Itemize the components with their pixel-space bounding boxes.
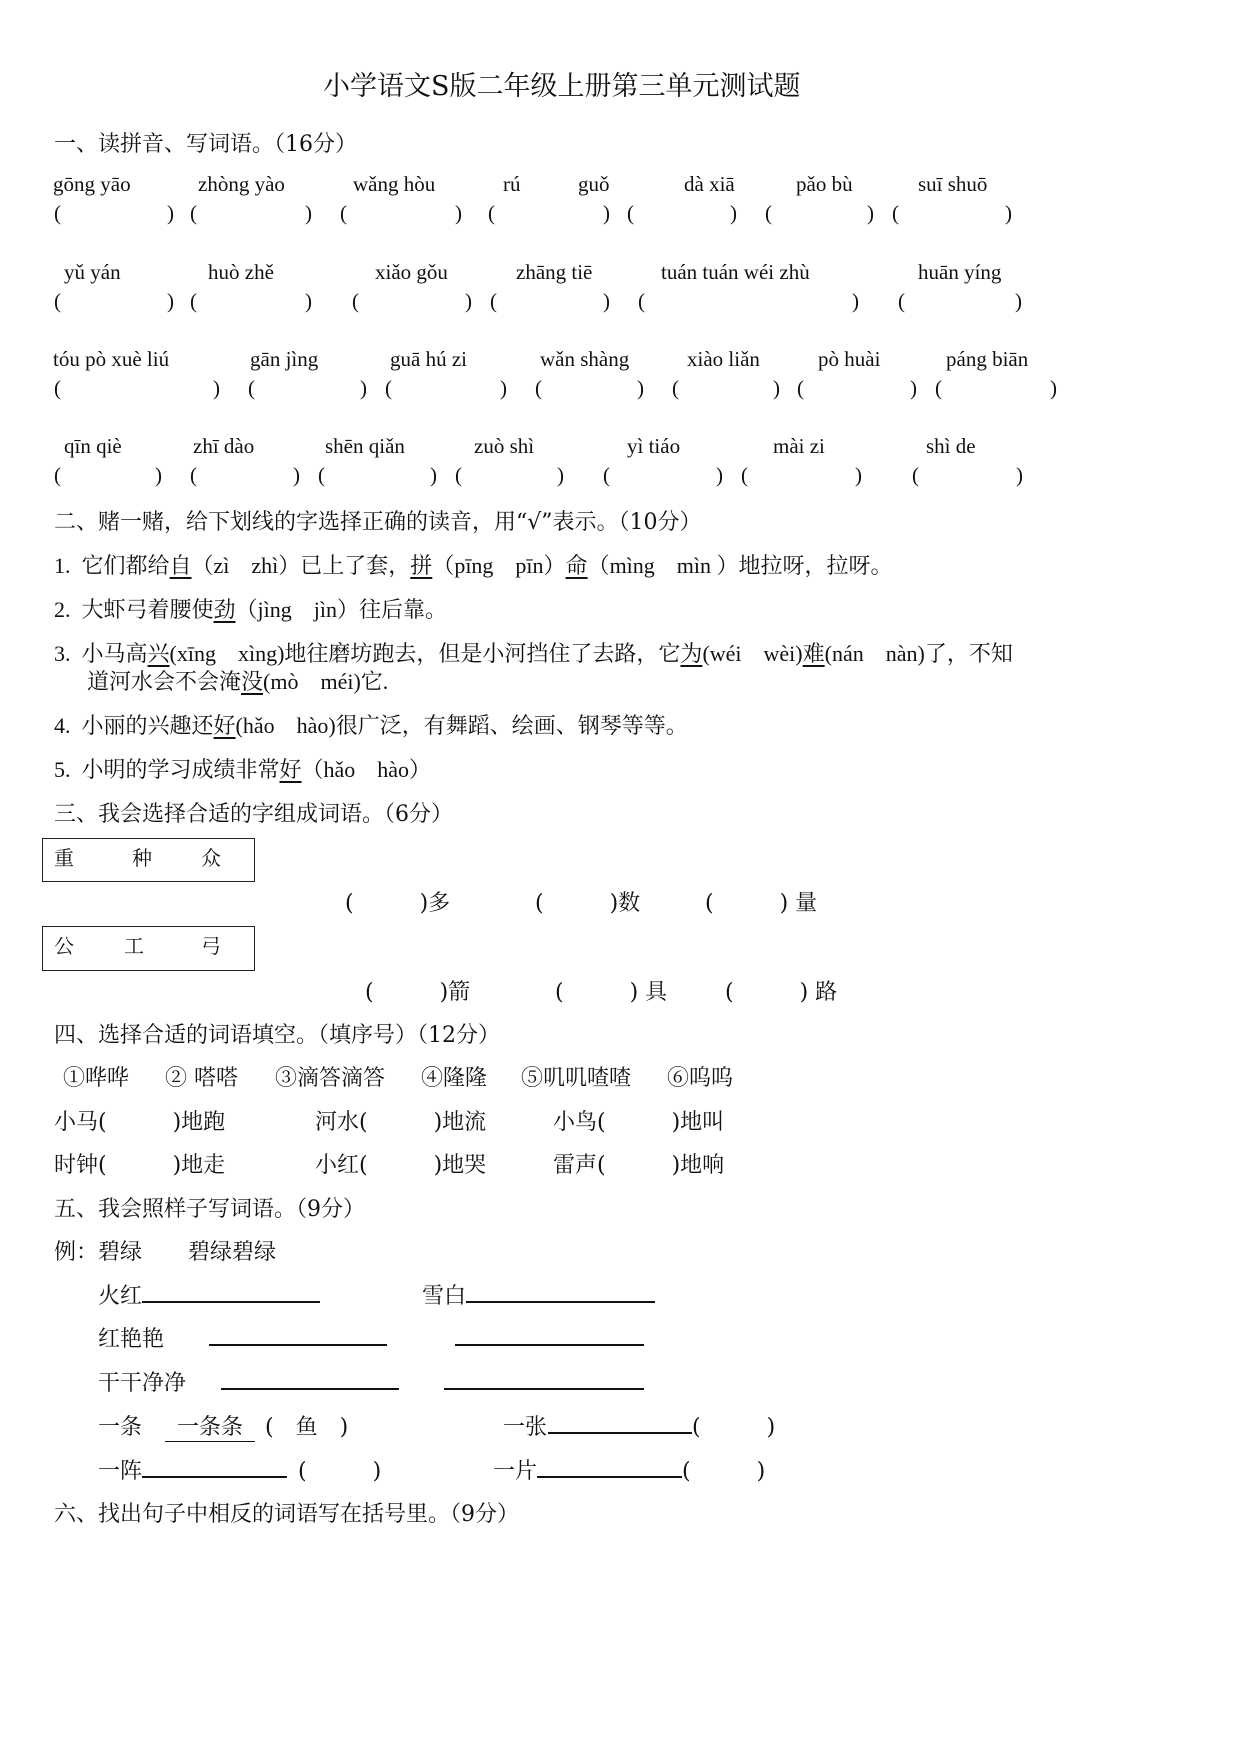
box-char: 众: [201, 846, 221, 870]
answer-paren-open[interactable]: (: [190, 289, 197, 313]
example-answer: 碧绿碧绿: [188, 1240, 277, 1265]
section-2-heading: 二、赌一赌，给下划线的字选择正确的读音，用“√”表示。（10分）: [54, 510, 702, 535]
answer-line[interactable]: [209, 1344, 387, 1346]
answer-line[interactable]: [455, 1344, 644, 1346]
pinyin-word: páng biān: [946, 347, 1029, 371]
answer-paren-close[interactable]: ): [167, 201, 174, 225]
underlined-char: 劲: [213, 597, 236, 622]
underlined-char: 难: [802, 641, 825, 666]
s2-item-4: [54, 709, 688, 740]
box-char: 重: [54, 846, 74, 870]
answer-paren-open[interactable]: (: [741, 463, 748, 487]
pinyin-word: wǎn shàng: [540, 347, 630, 371]
fill-blank[interactable]: ( )箭: [365, 980, 471, 1005]
answer-paren-close[interactable]: ): [773, 376, 780, 400]
answer-line[interactable]: [548, 1432, 692, 1434]
answer-paren-open[interactable]: (: [603, 463, 610, 487]
pinyin-word: yì tiáo: [627, 434, 681, 458]
answer-paren-open[interactable]: (: [190, 463, 197, 487]
answer-paren-close[interactable]: ): [305, 201, 312, 225]
item-text: 它们都给: [81, 553, 170, 578]
example-label: 例：: [54, 1240, 99, 1265]
pinyin-choice[interactable]: （pīng pīn）: [432, 553, 566, 578]
pinyin-word: tóu pò xuè liú: [53, 347, 170, 371]
word-option: ③滴答滴答: [275, 1066, 386, 1091]
answer-paren-close[interactable]: ): [1005, 201, 1012, 225]
answer-paren-close[interactable]: ): [730, 201, 737, 225]
answer-paren-close[interactable]: ): [716, 463, 723, 487]
answer-paren-close[interactable]: ): [637, 376, 644, 400]
answer-line[interactable]: [142, 1476, 287, 1478]
word-prompt: 一张: [503, 1415, 548, 1440]
pinyin-word: shēn qiǎn: [325, 434, 405, 458]
answer-paren-close[interactable]: ): [1050, 376, 1057, 400]
fill-blank[interactable]: 河水( )地流: [315, 1110, 487, 1135]
pinyin-choice[interactable]: （hǎo hào）: [301, 757, 432, 782]
s2-item-3-cont: [87, 665, 388, 696]
fill-blank[interactable]: ( )多: [345, 891, 451, 916]
word-option: ⑤叽叽喳喳: [521, 1066, 632, 1091]
pinyin-word: gān jìng: [250, 347, 319, 371]
fill-blank[interactable]: ( )数: [535, 891, 641, 916]
page-title: 小学语文S版二年级上册第三单元测试题: [323, 71, 801, 102]
pinyin-word: zuò shì: [474, 434, 535, 458]
underlined-char: 好: [279, 757, 302, 782]
box-char: 工: [124, 934, 144, 958]
fill-blank[interactable]: ( ) 量: [705, 891, 818, 916]
pinyin-word: yǔ yán: [64, 260, 121, 284]
pinyin-word: zhī dào: [193, 434, 255, 458]
answer-paren-close[interactable]: ): [1016, 463, 1023, 487]
underlined-char: 好: [213, 713, 236, 738]
answer-paren-open[interactable]: (: [672, 376, 679, 400]
answer-paren-open[interactable]: (: [765, 201, 772, 225]
pinyin-word: guǒ: [578, 172, 610, 196]
answer-paren-close[interactable]: ): [603, 289, 610, 313]
pinyin-word: shì de: [926, 434, 976, 458]
item-number: 1.: [54, 553, 71, 578]
word-option: ④隆隆: [421, 1066, 488, 1091]
pinyin-word: xiǎo gǒu: [375, 260, 448, 284]
answer-paren-close[interactable]: ): [867, 201, 874, 225]
pinyin-word: rú: [503, 172, 521, 196]
answer-paren-open[interactable]: (: [54, 201, 61, 225]
word-prompt: 一片: [493, 1459, 538, 1484]
answer-paren-open[interactable]: (: [638, 289, 645, 313]
pinyin-word: zhāng tiē: [516, 260, 593, 284]
fill-blank[interactable]: ( ): [692, 1415, 776, 1440]
fill-blank[interactable]: ( ): [682, 1459, 766, 1484]
word-option: ② 嗒嗒: [165, 1066, 238, 1091]
underlined-char: 兴: [147, 641, 170, 666]
fill-blank[interactable]: ( ): [298, 1459, 382, 1484]
fill-blank[interactable]: 雷声( )地响: [553, 1153, 725, 1178]
char-box-1: [42, 838, 255, 882]
pinyin-word: zhòng yào: [198, 172, 285, 196]
answer-paren-close[interactable]: ): [910, 376, 917, 400]
answer-paren-close[interactable]: ): [1015, 289, 1022, 313]
answer-paren-open[interactable]: (: [455, 463, 462, 487]
pinyin-word: guā hú zi: [390, 347, 467, 371]
word-prompt: 一阵: [98, 1459, 143, 1484]
word-prompt: 红艳艳: [98, 1327, 165, 1352]
answer-paren-open[interactable]: (: [54, 376, 61, 400]
pinyin-word: huò zhě: [208, 260, 274, 284]
answer-paren-close[interactable]: ): [430, 463, 437, 487]
answer-example: 一条条: [165, 1410, 255, 1442]
answer-paren-open[interactable]: (: [627, 201, 634, 225]
answer-paren-open[interactable]: (: [490, 289, 497, 313]
answer-paren-open[interactable]: (: [352, 289, 359, 313]
pinyin-choice[interactable]: （jìng jìn）往后靠。: [235, 597, 447, 622]
answer-line[interactable]: [444, 1388, 644, 1390]
fill-blank[interactable]: 小马( )地跑: [54, 1110, 226, 1135]
pinyin-choice[interactable]: (wéi wèi): [702, 641, 803, 666]
char-box-2: [42, 926, 255, 971]
underlined-char: 自: [169, 553, 192, 578]
item-number: 5.: [54, 757, 71, 782]
answer-line[interactable]: [142, 1301, 320, 1303]
answer-paren-close[interactable]: ): [360, 376, 367, 400]
word-prompt: 干干净净: [98, 1371, 187, 1396]
item-text: 道河水会不会淹: [87, 669, 242, 694]
answer-paren-close[interactable]: ): [557, 463, 564, 487]
pinyin-word: pǎo bù: [796, 172, 853, 196]
underlined-char: 没: [241, 669, 264, 694]
answer-paren-close[interactable]: ): [155, 463, 162, 487]
section-3-heading: 三、我会选择合适的字组成词语。（6分）: [54, 802, 453, 827]
answer-paren-open[interactable]: (: [488, 201, 495, 225]
fill-blank[interactable]: 时钟( )地走: [54, 1153, 226, 1178]
answer-paren-close[interactable]: ): [603, 201, 610, 225]
s2-item-1: [54, 549, 893, 580]
answer-paren-open[interactable]: (: [340, 201, 347, 225]
item-text: 小丽的兴趣还: [81, 713, 214, 738]
answer-paren-open[interactable]: (: [385, 376, 392, 400]
example-word: 碧绿: [98, 1240, 143, 1265]
item-text: 小马高: [81, 641, 148, 666]
pinyin-choice[interactable]: (hǎo hào)很广泛，有舞蹈、绘画、钢琴等等。: [235, 713, 688, 738]
answer-paren-open[interactable]: (: [898, 289, 905, 313]
answer-paren-open[interactable]: (: [892, 201, 899, 225]
pinyin-choice[interactable]: （mìng mìn ）地拉呀，拉呀。: [587, 553, 893, 578]
answer-paren-close[interactable]: ): [293, 463, 300, 487]
word-prompt: 一条: [98, 1415, 143, 1440]
word-option: ①哗哗: [63, 1066, 130, 1091]
answer-paren-close[interactable]: ): [855, 463, 862, 487]
pinyin-word: mài zi: [773, 434, 825, 458]
item-number: 3.: [54, 641, 71, 666]
pinyin-word: suī shuō: [918, 172, 988, 196]
word-prompt: 雪白: [422, 1284, 467, 1309]
pinyin-word: xiào liǎn: [687, 347, 760, 371]
pinyin-word: pò huài: [818, 347, 881, 371]
section-5-heading: 五、我会照样子写词语。（9分）: [54, 1197, 365, 1222]
box-char: 公: [54, 934, 74, 958]
fill-blank[interactable]: 小鸟( )地叫: [553, 1110, 725, 1135]
answer-paren-close[interactable]: ): [213, 376, 220, 400]
answer-line[interactable]: [221, 1388, 399, 1390]
answer-paren-open[interactable]: (: [797, 376, 804, 400]
fill-blank[interactable]: ( 鱼 ): [265, 1415, 349, 1440]
item-number: 2.: [54, 597, 71, 622]
s2-item-5: [54, 753, 431, 784]
answer-paren-close[interactable]: ): [852, 289, 859, 313]
pinyin-word: tuán tuán wéi zhù: [661, 260, 810, 284]
answer-paren-open[interactable]: (: [318, 463, 325, 487]
section-1-heading: 一、读拼音、写词语。（16分）: [54, 132, 357, 157]
underlined-char: 拼: [410, 553, 433, 578]
answer-paren-open[interactable]: (: [535, 376, 542, 400]
answer-line[interactable]: [466, 1301, 655, 1303]
answer-paren-open[interactable]: (: [912, 463, 919, 487]
pinyin-choice[interactable]: (nán nàn)了，不知: [824, 641, 1013, 666]
fill-blank[interactable]: ( ) 路: [725, 980, 838, 1005]
section-6-heading: 六、找出句子中相反的词语写在括号里。（9分）: [54, 1502, 519, 1527]
answer-paren-open[interactable]: (: [190, 201, 197, 225]
answer-paren-open[interactable]: (: [935, 376, 942, 400]
s2-item-3: [54, 637, 1013, 668]
answer-paren-open[interactable]: (: [54, 463, 61, 487]
section-4-heading: 四、选择合适的词语填空。（填序号）（12分）: [54, 1023, 500, 1048]
pinyin-word: gōng yāo: [53, 172, 131, 196]
pinyin-word: huān yíng: [918, 260, 1002, 284]
word-option: ⑥呜呜: [667, 1066, 734, 1091]
answer-line[interactable]: [537, 1476, 682, 1478]
answer-paren-close[interactable]: ): [465, 289, 472, 313]
fill-blank[interactable]: 小红( )地哭: [315, 1153, 487, 1178]
item-text: 小明的学习成绩非常: [81, 757, 280, 782]
box-char: 弓: [201, 934, 221, 958]
pinyin-choice[interactable]: (xīng xìng)地往磨坊跑去，但是小河挡住了去路，它: [169, 641, 681, 666]
word-prompt: 火红: [98, 1284, 143, 1309]
item-text: 大虾弓着腰使: [81, 597, 214, 622]
underlined-char: 命: [565, 553, 588, 578]
box-char: 种: [132, 846, 152, 870]
pinyin-word: dà xiā: [684, 172, 735, 196]
answer-paren-open[interactable]: (: [54, 289, 61, 313]
answer-paren-close[interactable]: ): [305, 289, 312, 313]
answer-paren-close[interactable]: ): [500, 376, 507, 400]
answer-paren-close[interactable]: ): [167, 289, 174, 313]
s2-item-2: [54, 593, 447, 624]
pinyin-choice[interactable]: （zì zhì）已上了套，: [191, 553, 411, 578]
pinyin-word: wǎng hòu: [353, 172, 436, 196]
answer-paren-close[interactable]: ): [455, 201, 462, 225]
pinyin-word: qīn qiè: [64, 434, 122, 458]
answer-paren-open[interactable]: (: [248, 376, 255, 400]
fill-blank[interactable]: ( ) 具: [555, 980, 668, 1005]
pinyin-choice[interactable]: (mò méi)它.: [263, 669, 389, 694]
underlined-char: 为: [680, 641, 703, 666]
item-number: 4.: [54, 713, 71, 738]
